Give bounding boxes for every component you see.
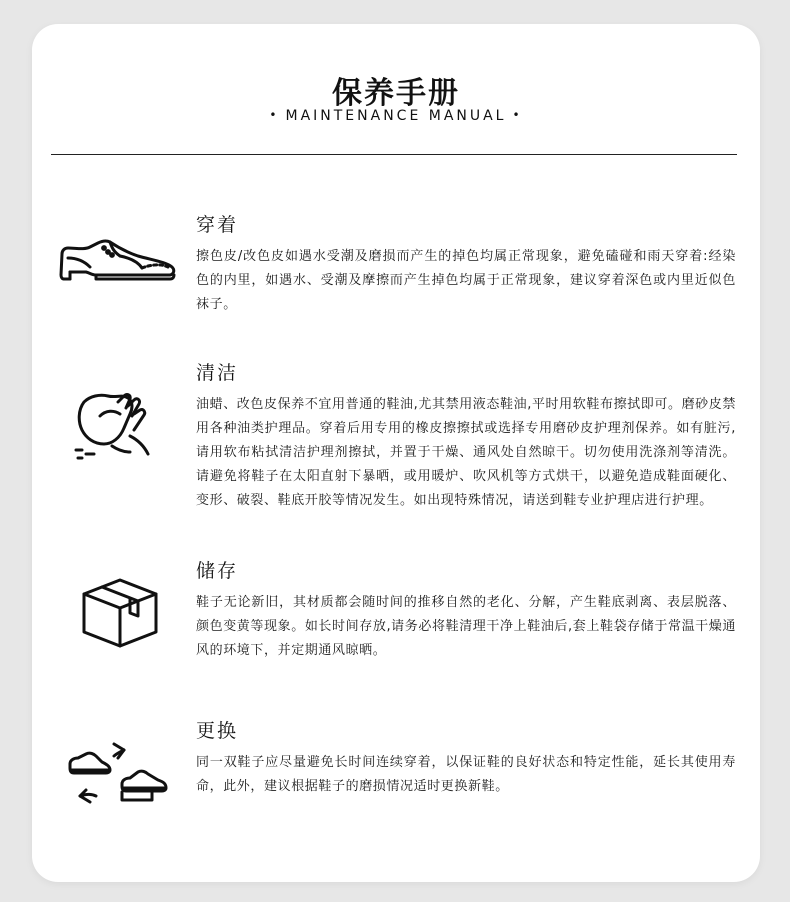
shoe-icon	[56, 234, 178, 286]
cleaning-hand-icon	[72, 388, 154, 464]
section-body: 鞋子无论新旧，其材质都会随时间的推移自然的老化、分解，产生鞋底剥离、表层脱落、颜色变黄等现象。如长时间存放,请务必将鞋清理干净上鞋油后,套上鞋袋存储于常温干燥通风的环境下，并定期通风晾晒。	[196, 595, 736, 658]
header-divider	[51, 154, 737, 155]
subtitle-text: MAINTENANCE MANUAL	[285, 108, 507, 124]
section-wearing	[196, 210, 736, 317]
box-icon	[80, 576, 160, 648]
page-title: 保养手册	[332, 76, 460, 111]
section-heading: 穿着	[196, 214, 239, 236]
section-cleaning	[196, 358, 736, 513]
section-storage	[196, 556, 736, 663]
section-heading: 储存	[196, 560, 239, 582]
section-body: 擦色皮/改色皮如遇水受潮及磨损而产生的掉色均属正常现象，避免磕碰和雨天穿着:经染色的内里，如遇水、受潮及摩擦而产生掉色均属于正常现象，建议穿着深色或内里近似色袜子。	[196, 249, 736, 312]
subtitle-bullet-right: •	[512, 108, 523, 122]
section-replacement	[196, 716, 736, 799]
subtitle-bullet-left: •	[269, 108, 280, 122]
section-heading: 更换	[196, 720, 239, 742]
section-heading: 清洁	[196, 362, 239, 384]
page-subtitle	[32, 108, 760, 124]
manual-card	[32, 24, 760, 882]
shoe-swap-icon	[66, 740, 170, 806]
section-body: 油蜡、改色皮保养不宜用普通的鞋油,尤其禁用液态鞋油,平时用软鞋布擦拭即可。磨砂皮禁用各种油类护理品。穿着后用专用的橡皮擦擦拭或选择专用磨砂皮护理剂保养。如有脏污,请用软布粘拭清洁护理剂擦拭，并置于干燥、通风处自然晾干。切勿使用洗涤剂等清洗。请避免将鞋子在太阳直射下暴晒，或用暖炉、吹风机等方式烘干，以避免造成鞋面硬化、变形、破裂、鞋底开胶等情况发生。如出现特殊情况，请送到鞋专业护理店进行护理。	[196, 397, 736, 508]
section-body: 同一双鞋子应尽量避免长时间连续穿着，以保证鞋的良好状态和特定性能，延长其使用寿命，此外，建议根据鞋子的磨损情况适时更换新鞋。	[196, 755, 736, 794]
